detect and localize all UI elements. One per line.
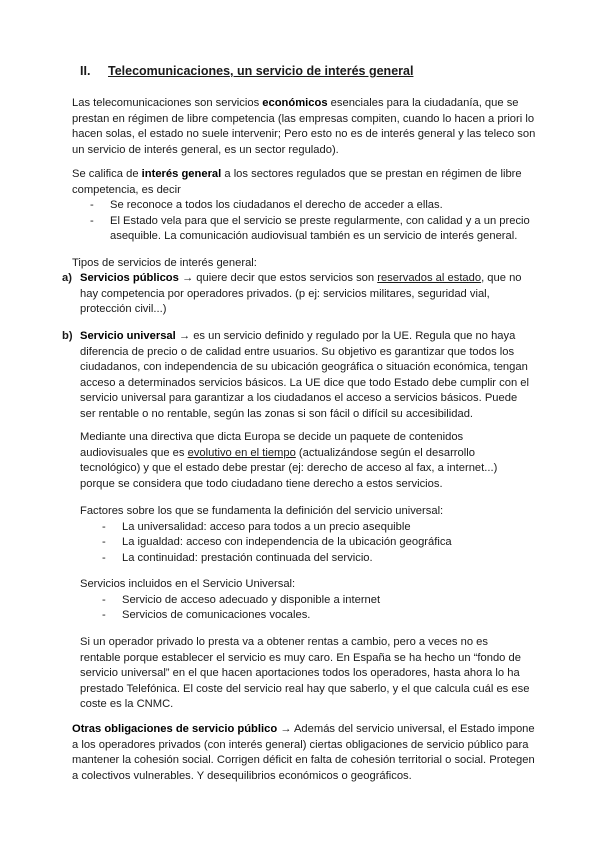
definition-text-start: Se califica de — [72, 168, 142, 180]
definition-bold-term: interés general — [141, 168, 222, 180]
other-obligations-paragraph — [72, 722, 542, 784]
other-obligations-bold-term: Otras obligaciones de servicio público — [72, 723, 278, 735]
arrow-icon: → — [178, 272, 197, 284]
type-b-marker: b) — [62, 330, 73, 342]
section-number: II. — [80, 64, 91, 78]
type-b-paragraph — [80, 329, 530, 423]
included-list — [102, 593, 530, 624]
list-item: - La universalidad: acceso para todos a un precio asequible — [102, 520, 530, 536]
type-b-bold-term: Servicio universal — [80, 330, 176, 342]
arrow-icon: → — [175, 330, 194, 342]
type-a-underlined: reservados al estado — [377, 272, 482, 284]
list-item: - Servicios de comunicaciones vocales. — [102, 608, 530, 624]
definition-block — [72, 167, 542, 245]
intro-bold-term: económicos — [262, 97, 328, 109]
directive-text-end: (actualizándose según el desarrollo tecnológico) y que el estado debe prestar (ej: derecho de acceso al fax, a internet...) porque se considera que todo ciudadano tiene derecho a estos servicios. — [80, 446, 498, 490]
list-item: - El Estado vela para que el servicio se preste regularmente, con calidad y a un precio asequible. La comunicación audiovisual también es un servicio de interés general. — [90, 214, 542, 245]
included-block — [80, 577, 530, 624]
type-a-paragraph — [80, 271, 522, 318]
types-intro: Tipos de servicios de interés general: — [72, 257, 257, 269]
factors-list — [102, 520, 530, 567]
list-item: - Se reconoce a todos los ciudadanos el derecho de acceder a ellas. — [90, 198, 542, 214]
intro-text-start: Las telecomunicaciones son servicios — [72, 97, 263, 109]
definition-text-end: a los sectores regulados que se prestan en régimen de libre competencia, es decir — [72, 168, 522, 196]
factors-intro: Factores sobre los que se fundamenta la definición del servicio universal: — [80, 505, 444, 517]
list-item: - Servicio de acceso adecuado y disponible a internet — [102, 593, 530, 609]
arrow-icon: → — [277, 723, 294, 735]
directive-paragraph — [80, 430, 530, 492]
type-a-text-end: , que no hay competencia por operadores privados. (p ej: servicios militares, seguridad vial, protección civil...) — [80, 272, 522, 316]
directive-text-start: Mediante una directiva que dicta Europa se decide un paquete de contenidos audiovisuales que es — [80, 431, 464, 459]
type-a-marker: a) — [62, 272, 72, 284]
operator-paragraph: Si un operador privado lo presta va a obtener rentas a cambio, pero a veces no es rentable porque establecer el servicio es muy caro. En España se ha hecho un “fondo de servicio universal” en el que hacen aportaciones todos los operadores, hasta ahora lo ha prestado Telefónica. El coste del servicio real hay que saberlo, y el que calcula cuál es ese coste es la CNMC. — [80, 636, 530, 711]
list-item: - La continuidad: prestación continuada del servicio. — [102, 551, 530, 567]
type-a-text-start: quiere decir que estos servicios son — [196, 272, 378, 284]
section-title: Telecomunicaciones, un servicio de interés general — [108, 64, 414, 78]
factors-block — [80, 504, 530, 566]
section-heading — [80, 64, 413, 80]
intro-paragraph — [72, 96, 542, 158]
list-item: - La igualdad: acceso con independencia de la ubicación geográfica — [102, 535, 530, 551]
definition-list — [90, 198, 542, 245]
directive-underlined: evolutivo en el tiempo — [187, 446, 296, 459]
included-intro: Servicios incluidos en el Servicio Universal: — [80, 578, 296, 590]
type-b-text: es un servicio definido y regulado por la UE. Regula que no haya diferencia de precio o de calidad entre usuarios. Su objetivo es garantizar que todos los ciudadanos, con independencia de su ubicación geográfica o situación económica, tengan acceso a determinados servicios básicos. La UE dice que todo Estado debe cumplir con el servicio universal para garantizar a los ciudadanos el acceso a servicios básicos. Puede ser rentable o no rentable, según las zonas si son fácil o difícil su accesibilidad. — [80, 330, 529, 420]
type-a-bold-term: Servicios públicos — [80, 272, 179, 284]
intro-text-end: esenciales para la ciudadanía, que se prestan en régimen de libre competencia (las empresas compiten, cuando lo hacen a priori lo hacen solas, el estado no suele intervenir; Pero esto no es de interés general y las teleco son un servicio de interés general, es un sector regulado). — [72, 97, 536, 156]
other-obligations-text: Además del servicio universal, el Estado impone a los operadores privados (con interés general) ciertas obligaciones de servicio público para mantener la cohesión social. Corrigen déficit en falta de cohesión territorial o social. Protegen a colectivos vulnerables. Y desequilibrios económicos o geográficos. — [72, 723, 535, 782]
definition-paragraph — [72, 167, 542, 198]
